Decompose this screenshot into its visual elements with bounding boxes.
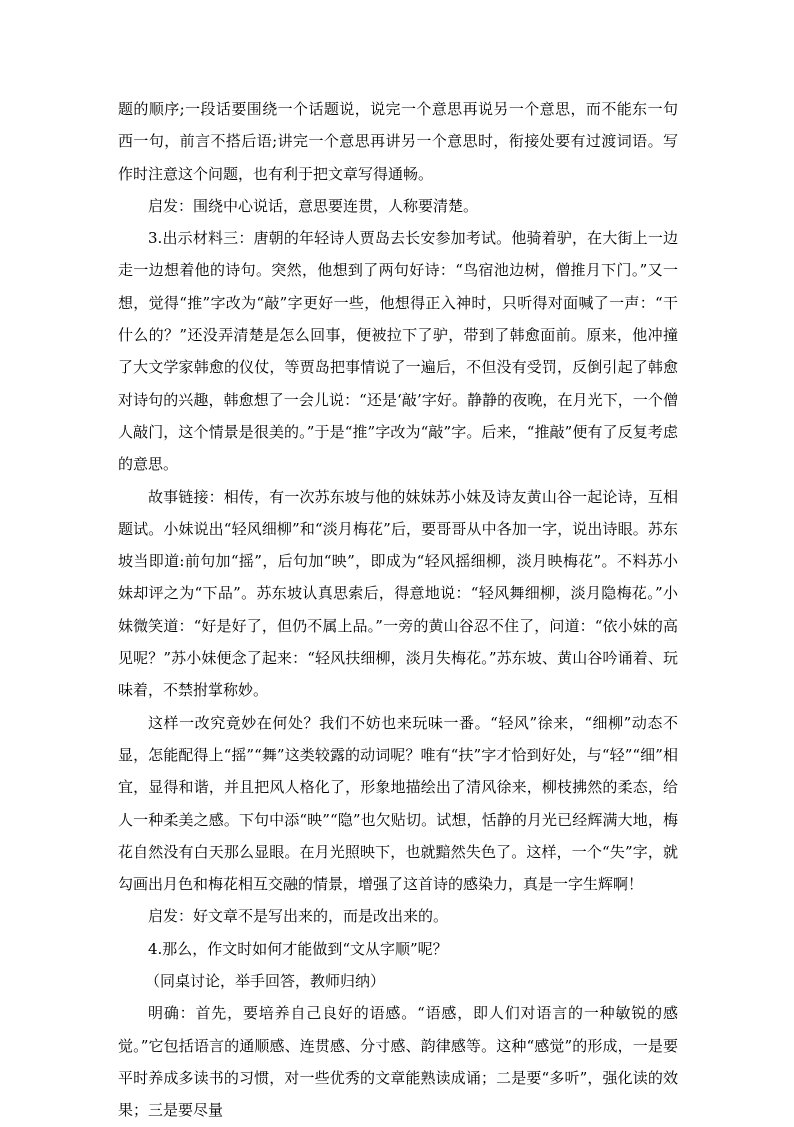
paragraph-story-link: 故事链接：相传，有一次苏东坡与他的妹妹苏小妹及诗友黄山谷一起论诗，互相题试。小妹说出“轻风细柳”和“淡月梅花”后，要哥哥从中各加一字，说出诗眼。苏东坡当即道:前句加“摇”，后句加“映”，即成为“轻风摇细柳，淡月映梅花”。不料苏小妹却评之为“下品”。苏东坡认真思索后，得意地说：“轻风舞细柳，淡月隐梅花。”小妹微笑道：“好是好了，但仍不属上品。”一旁的黄山谷忍不住了，问道：“依小妹的高见呢？”苏小妹便念了起来：“轻风扶细柳，淡月失梅花。”苏东坡、黄山谷吟诵着、玩味着，不禁拊掌称妙。 [118,487,678,700]
paragraph-inspiration-2: 启发：好文章不是写出来的，而是改出来的。 [148,907,449,926]
paragraph-material-three: 3.出示材料三：唐朝的年轻诗人贾岛去长安参加考试。他骑着驴，在大街上一边走一边想着他的诗句。突然，他想到了两句好诗：“鸟宿池边树，僧推月下门。”又一想，觉得“推”字改为“敲”字更好一些，他想得正入神时，只听得对面喊了一声：“干什么的？”还没弄清楚是怎么回事，便被拉下了驴，带到了韩愈面前。原来，他冲撞了大文学家韩愈的仪仗，等贾岛把事情说了一遍后，不但没有受罚，反倒引起了韩愈对诗句的兴趣，韩愈想了一会儿说：“还是‘敲’字好。静静的夜晚，在月光下，一个僧人敲门，这个情景是很美的。”于是“推”字改为“敲”字。后来，“推敲”便有了反复考虑的意思。 [118,229,678,474]
paragraph-continuation: 题的顺序;一段话要围绕一个话题说，说完一个意思再说另一个意思，而不能东一句西一句，前言不搭后语;讲完一个意思再讲另一个意思时，衔接处要有过渡词语。写作时注意这个问题，也有利于把文章写得通畅。 [118,100,678,183]
paragraph-question-four: 4.那么，作文时如何才能做到“文从字顺”呢？ [148,939,448,958]
paragraph-clarification: 明确：首先，要培养自己良好的语感。“语感，即人们对语言的一种敏锐的感觉。”它包括语言的通顺感、连贯感、分寸感、韵律感等。这种“感觉”的形成，一是要平时养成多读书的习惯，对一些优秀的文章能熟读成诵；二是要“多听”，强化读的效果；三是要尽量 [118,1004,678,1120]
paragraph-discussion-note: （同桌讨论，举手回答，教师归纳） [145,972,386,991]
paragraph-inspiration-1: 启发：围绕中心说话，意思要连贯，人称要清楚。 [148,196,479,215]
paragraph-analysis: 这样一改究竟妙在何处？我们不妨也来玩味一番。“轻风”徐来，“细柳”动态不显，怎能配得上“摇”“舞”这类较露的动词呢？唯有“扶”字才恰到好处，与“轻”“细”相宜，显得和谐，并且把风人格化了，形象地描绘出了清风徐来，柳枝拂然的柔态，给人一种柔美之感。下句中添“映”“隐”也欠贴切。试想，恬静的月光已经辉满大地，梅花自然没有白天那么显眼。在月光照映下，也就黯然失色了。这样，一个“失”字，就勾画出月色和梅花相互交融的情景，增强了这首诗的感染力，真是一字生辉啊！ [118,713,678,894]
document-body [118,93,678,1127]
